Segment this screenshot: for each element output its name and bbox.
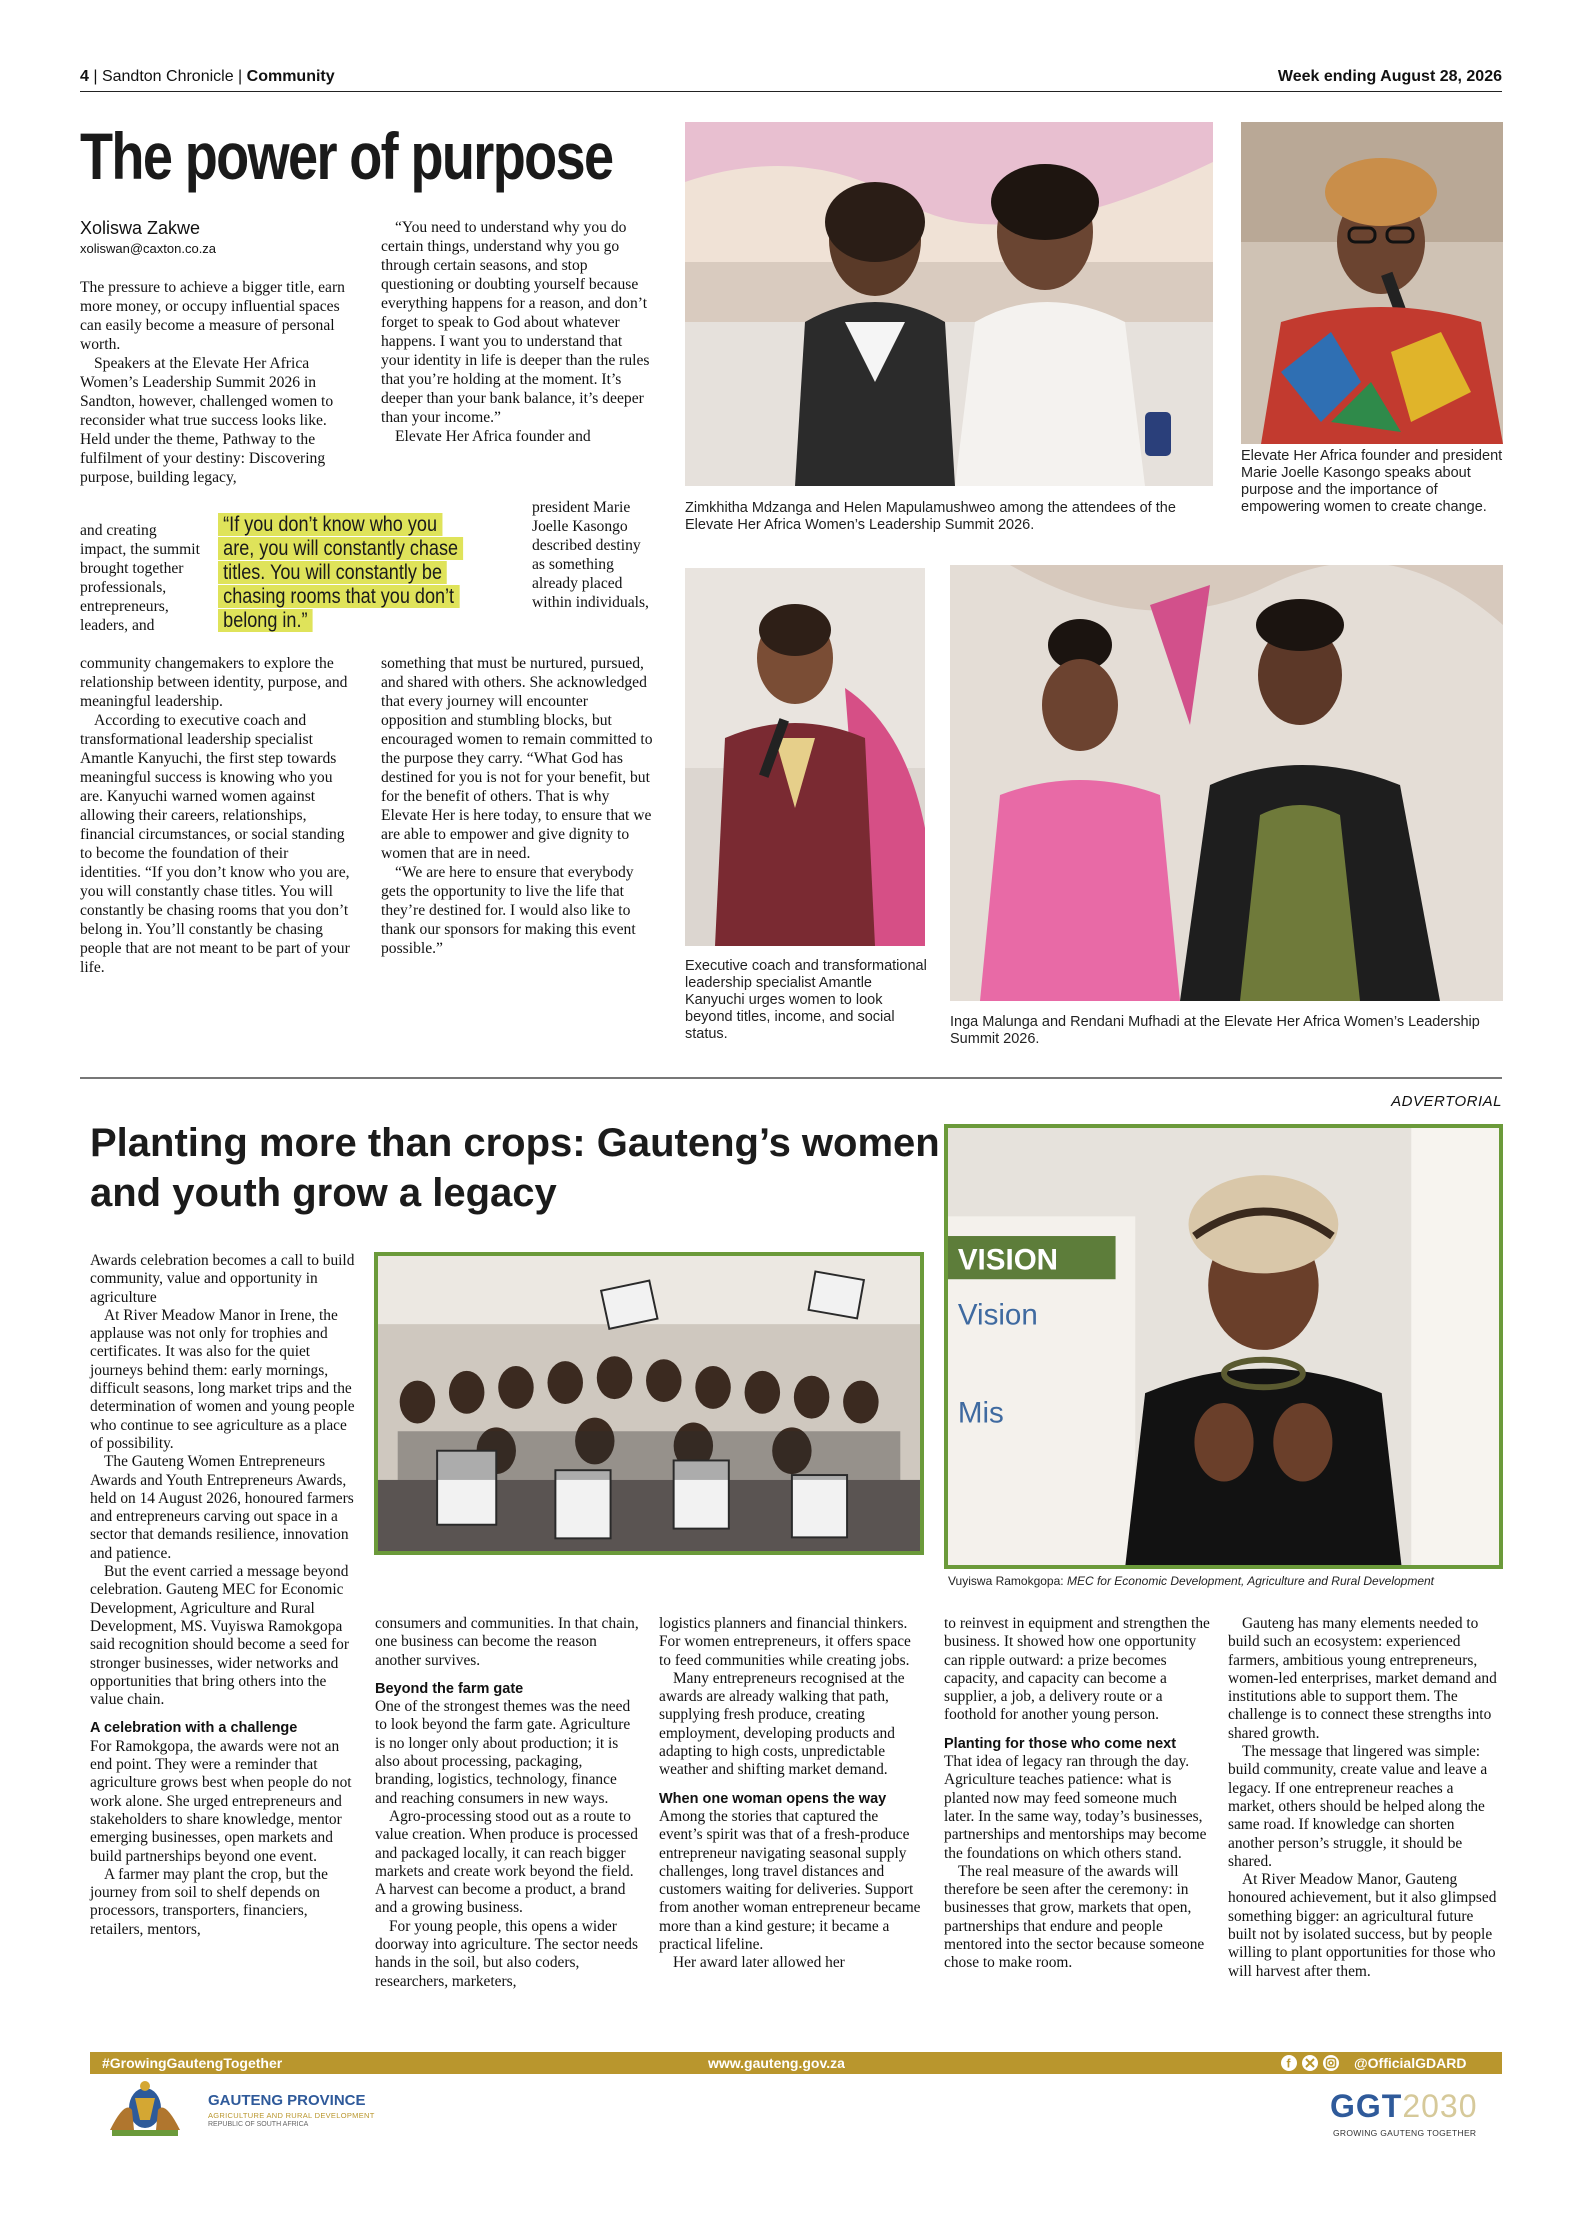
article-column-2-cont [381,654,653,958]
advertorial-label: ADVERTORIAL [1391,1093,1502,1110]
advertorial-column-1 [90,1252,356,1939]
ggt-text: GGT [1330,2088,1403,2124]
instagram-icon[interactable] [1323,2055,1339,2071]
coat-of-arms-icon [90,2080,200,2140]
advertorial-column-2 [375,1615,641,1991]
page-number: 4 [80,68,89,85]
website-link[interactable]: www.gauteng.gov.za [708,2055,845,2071]
paragraph: Many entrepreneurs recognised at the awards are already walking that path, supplying fresh produce, creating employment, developing products and adapting to high costs, unpredictable weather and shifting market demand. [659,1669,905,1779]
section-name: Community [246,68,335,85]
photo-awards-group [374,1252,924,1555]
caption-photo-ramokgopa [948,1573,1508,1590]
paragraph: Her award later allowed her [673,1954,845,1972]
paragraph: Elevate Her Africa founder and [395,428,591,445]
paragraph: “You need to understand why you do certain things, understand why you go through certain seasons, and stop questioning or doubting yourself because everything happens for a reason, and don’t forget to speak to God about whatever happens. I want you to understand that your identity in life is deeper than the rules that you’re holding at the moment. It’s deeper than your bank balance, it’s deeper than your income.” [381,219,650,426]
svg-text:VISION: VISION [957,1243,1059,1277]
paragraph: The message that lingered was simple: build community, create value and leave a legacy. If one entrepreneur reaches a market, others should be helped along the same road. If knowledge can shorten another person’s struggle, it should be shared. [1228,1743,1488,1870]
paragraph: The Gauteng Women Entrepreneurs Awards and Youth Entrepreneurs Awards, held on 14 August 2026, honoured farmers and entrepreneurs carving out space in a sector that demands resilience, innovation and patience. [90,1453,354,1562]
paragraph: That idea of legacy ran through the day. Agriculture teaches patience: what is planted now may feed someone much later. In the same way, today’s businesses, partnerships and mentorships may become the foundations on which others stand. [944,1753,1207,1862]
svg-text:Mis: Mis [957,1396,1004,1430]
paragraph: logistics planners and financial thinkers. For women entrepreneurs, it offers space to feed communities while creating jobs. [659,1615,911,1669]
paragraph: Among the stories that captured the event’s spirit was that of a fresh-produce entrepreneur navigating seasonal supply challenges, long travel distances and customers waiting for deliveries. Support from another woman entrepreneur became more than a kind gesture; it became a practical lifeline. [659,1807,921,1954]
page-header [80,66,1502,92]
paragraph: According to executive coach and transformational leadership specialist Amantle Kanyuchi, the first step towards meaningful success is knowing who you are. Kanyuchi warned women against allowing their careers, relationships, financial circumstances, or social standing to become the foundation of their identities. “If you don’t know who you are, you will constantly chase titles. You will constantly be chasing rooms that you don’t belong in. You’ll constantly be chasing people that are not meant to be part of your life. [80,712,350,976]
ggt2030-wordmark [1330,2088,1478,2125]
paragraph: Agro-processing stood out as a route to value creation. When produce is processed and packaged locally, it can reach bigger markets and create work beyond the field. A harvest can become a product, a brand and a growing business. [375,1807,638,1917]
caption-photo-kanyuchi: Executive coach and transformational leadership specialist Amantle Kanyuchi urges women to look beyond titles, income, and social status. [685,958,927,1042]
photo-attendees [685,122,1213,486]
paragraph: consumers and communities. In that chain, one business can become the reason another survives. [375,1615,639,1669]
paragraph: But the event carried a message beyond celebration. Gauteng MEC for Economic Development, Agriculture and Rural Development, MS. Vuyiswa Ramokgopa said recognition should become a seed for stronger businesses, wider networks and opportunities that bring others into the value chain. [90,1563,349,1709]
caption-photo-kasongo: Elevate Her Africa founder and president Marie Joelle Kasongo speaks about purpose and the importance of empowering women to create change. [1241,448,1503,515]
subheading: Planting for those who come next [944,1735,1177,1752]
week-ending: Week ending August 28, 2026 [1277,68,1502,85]
photo-kanyuchi [685,568,925,946]
caption-name: Vuyiswa Ramokgopa: [948,1574,1064,1588]
article-column-1-cont [80,654,353,977]
caption-photo-attendees: Zimkhitha Mdzanga and Helen Mapulamushweo among the attendees of the Elevate Her Africa Women’s Leadership Summit 2026. [685,500,1176,533]
pull-quote [218,513,467,633]
paragraph: Awards celebration becomes a call to build community, value and opportunity in agriculture [90,1252,355,1306]
subheading: When one woman opens the way [659,1790,887,1807]
logo-subtitle-department: AGRICULTURE AND RURAL DEVELOPMENT [208,2111,375,2120]
advertorial-column-3 [659,1615,925,1973]
paragraph: to reinvest in equipment and strengthen the business. It showed how one opportunity can ripple outward: a prize becomes capacity, and capacity can become a supplier, a job, a delivery route or a foothold for another young person. [944,1615,1210,1724]
author-email: xoliswan@caxton.co.za [80,241,217,256]
article-column-1-narrow [80,521,206,635]
year-text: 2030 [1402,2088,1478,2124]
caption-role: MEC for Economic Development, Agriculture and Rural Development [1066,1574,1435,1588]
photo-ramokgopa [944,1124,1503,1569]
logo-subtitle-country: REPUBLIC OF SOUTH AFRICA [208,2121,309,2128]
paragraph: and creating impact, the summit brought together professionals, entrepreneurs, leaders, and [80,522,200,634]
paragraph: Speakers at the Elevate Her Africa Women’s Leadership Summit 2026 in Sandton, however, challenged women to reconsider what true success looks like. Held under the theme, Pathway to the fulfilment of your destiny: Discovering purpose, building legacy, [80,355,334,486]
article-column-2 [381,218,653,446]
hashtag: #GrowingGautengTogether [102,2055,283,2071]
logo-title: GAUTENG PROVINCE [208,2092,366,2109]
advertorial-column-5 [1228,1615,1503,1981]
paragraph: something that must be nurtured, pursued, and shared with others. She acknowledged that every journey will encounter opposition and stumbling blocks, but encouraged women to remain committed to the purpose they carry. “What God has destined for you is not for your benefit, but for the benefit of others. That is why Elevate Her is here today, to ensure that we are able to empower and give dignity to women that are in need. [381,655,653,862]
header-left: 4 | Sandton Chronicle | Community [80,68,335,85]
paragraph: For young people, this opens a wider doorway into agriculture. The sector needs hands in the soil, but also coders, researchers, marketers, [375,1917,638,1990]
pull-quote-text: “If you don’t know who you are, you will constantly chase titles. You will constantly be chasing rooms that you don’t belong in.” [218,513,463,632]
x-icon[interactable] [1302,2055,1318,2071]
social-handle[interactable]: @OfficialGDARD [1354,2055,1467,2071]
paragraph: “We are here to ensure that everybody gets the opportunity to live the life that they’re destined for. I would also like to thank our sponsors for making this event possible.” [381,864,636,957]
caption-photo-malunga-mufhadi: Inga Malunga and Rendani Mufhadi at the Elevate Her Africa Women’s Leadership Summit 2026. [950,1014,1480,1047]
subheading: A celebration with a challenge [90,1720,298,1737]
advertorial-column-4 [944,1615,1210,1973]
advertorial-footer-bar [90,2052,1502,2074]
article-column-1 [80,278,353,487]
paragraph: community changemakers to explore the relationship between identity, purpose, and meaningful leadership. [80,655,348,710]
author-name: Xoliswa Zakwe [80,218,201,238]
paragraph: The real measure of the awards will therefore be seen after the ceremony: in businesses that grow, markets that open, partnerships that endure and people mentored into the sector because someone chose to make room. [944,1862,1205,1972]
gauteng-province-logo [90,2080,400,2140]
photo-kasongo [1241,122,1503,444]
photo-malunga-mufhadi [950,565,1503,1001]
svg-text:f: f [1286,2056,1291,2071]
svg-text:Vision: Vision [957,1298,1038,1332]
paragraph: A farmer may plant the crop, but the journey from soil to shelf depends on processors, transporters, financiers, retailers, mentors, [90,1865,328,1938]
paragraph: president Marie Joelle Kasongo described destiny as something already placed within individuals, [532,499,649,611]
publication-name: Sandton Chronicle [101,68,234,85]
paragraph: The pressure to achieve a bigger title, earn more money, or occupy influential spaces can easily become a measure of personal worth. [80,279,345,353]
article-column-2-narrow [532,498,656,612]
section-divider [80,1077,1502,1079]
ggt2030-logo [1330,2088,1502,2144]
facebook-icon[interactable] [1281,2055,1297,2071]
paragraph: One of the strongest themes was the need to look beyond the farm gate. Agriculture is no longer only about production; it is also about processing, packaging, branding, logistics, technology, finance and reaching consumers in new ways. [375,1698,631,1807]
paragraph: Gauteng has many elements needed to build such an ecosystem: experienced farmers, ambitious young entrepreneurs, women-led enterprises, market demand and institutions able to support them. The challenge is to connect these strengths into shared growth. [1228,1615,1497,1742]
paragraph: At River Meadow Manor, Gauteng honoured achievement, but it also glimpsed something bigger: an agricultural future built not by isolated success, but by people willing to plant opportunities for those who will harvest after them. [1228,1871,1497,1980]
advertorial-headline: Planting more than crops: Gauteng’s women and youth grow a legacy [90,1121,940,1215]
paragraph: At River Meadow Manor in Irene, the applause was not only for trophies and certificates. It was also for the quiet journeys behind them: early mornings, difficult seasons, long market trips and the determination of women and young people who continue to see agriculture as a place of possibility. [90,1306,355,1452]
subheading: Beyond the farm gate [375,1680,524,1697]
social-icons [1280,2054,1342,2075]
article-headline: The power of purpose [80,119,613,193]
paragraph: For Ramokgopa, the awards were not an end point. They were a reminder that agriculture grows best when people do not work alone. She urged entrepreneurs and stakeholders to share knowledge, mentor emerging businesses, open markets and build partnerships beyond one event. [90,1737,352,1865]
ggt-tagline: GROWING GAUTENG TOGETHER [1333,2128,1477,2138]
